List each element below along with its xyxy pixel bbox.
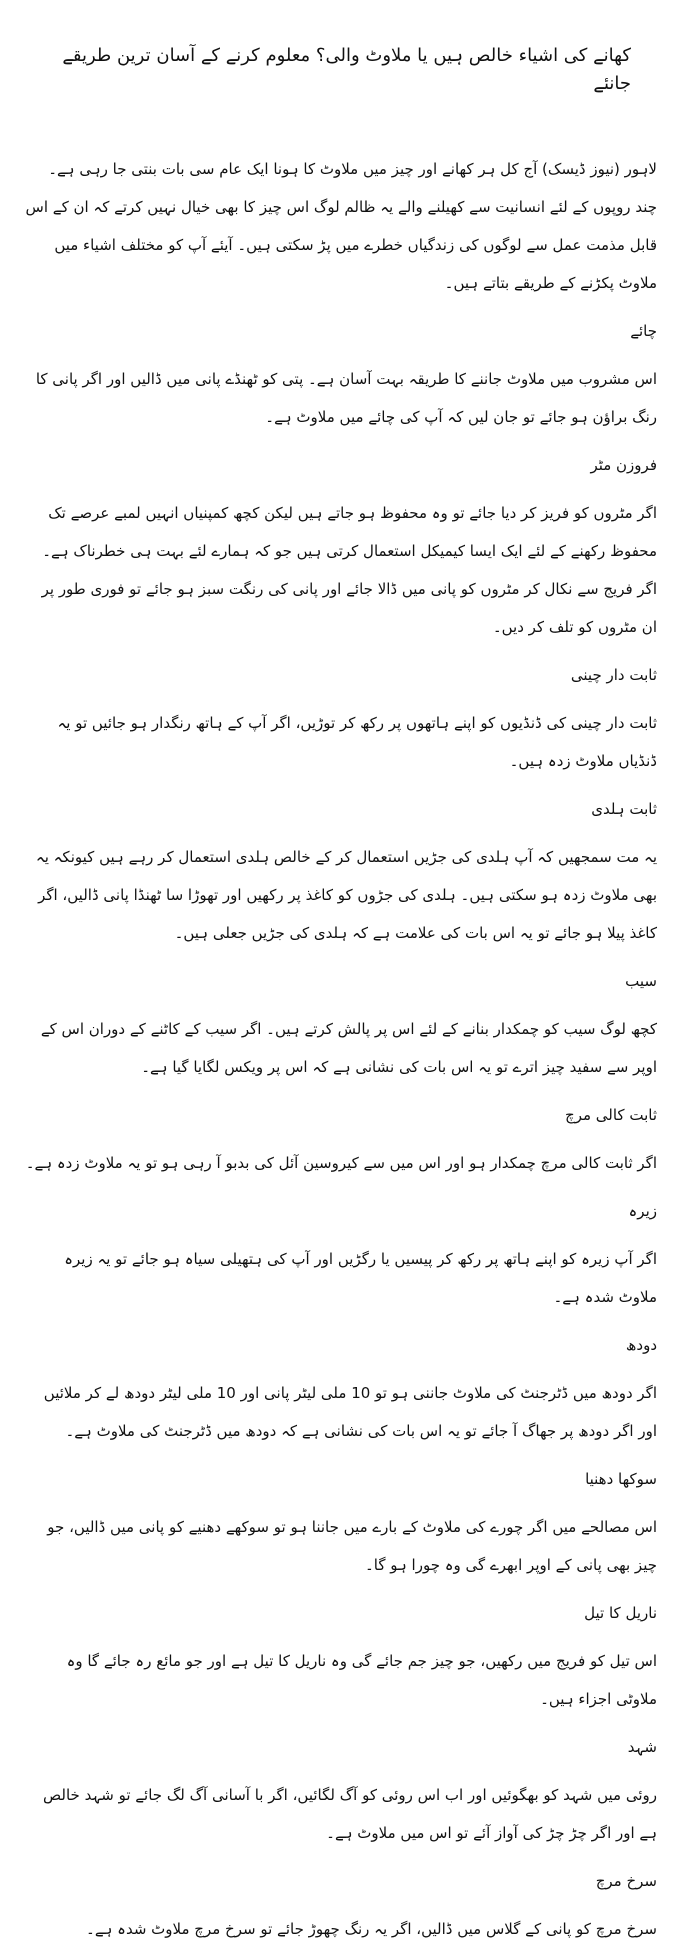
section-honey [22,1732,657,1852]
section-body: اگر آپ زیرہ کو اپنے ہاتھ پر رکھ کر پیسیں یا رگڑیں اور آپ کی ہتھیلی سیاہ ہو جائے تو یہ زیرہ ملاوٹ شدہ ہے۔ [64,1250,657,1306]
intro-paragraph: لاہور (نیوز ڈیسک) آج کل ہر کھانے اور چیز میں ملاوٹ کا ہونا ایک عام سی بات بنتی جا رہی ہے۔ چند روپوں کے لئے انسانیت سے کھیلنے والے یہ ظالم لوگ اس چیز کا بھی خیال نہیں کرتے کہ ان کے اس قابل مذمت عمل سے لوگوں کی زندگیاں خطرے میں پڑ سکتی ہیں۔ آیئے آپ کو مختلف اشیاء میں ملاوٹ پکڑنے کے طریقے بتاتے ہیں۔ [25,160,657,292]
section-cumin [22,1196,657,1316]
section-coriander [22,1464,657,1584]
section-tea [22,316,657,436]
section-milk [22,1330,657,1450]
section-heading: زیرہ [628,1202,657,1220]
section-heading: چائے [630,322,657,340]
section-heading: ثابت ہلدی [591,800,657,818]
section-body: روئی میں شہد کو بھگوئیں اور اب اس روئی کو آگ لگائیں، اگر با آسانی آگ لگ جائے تو شہد خالص ہے اور اگر چڑ چڑ کی آواز آئے تو اس میں ملاوٹ ہے۔ [43,1786,657,1842]
section-body: کچھ لوگ سیب کو چمکدار بنانے کے لئے اس پر پالش کرتے ہیں۔ اگر سیب کے کاٹنے کے دوران اس کے اوپر سے سفید چیز اترے تو یہ اس بات کی نشانی ہے کہ اس پر ویکس لگایا گیا ہے۔ [40,1020,657,1076]
section-body: سرخ مرچ کو پانی کے گلاس میں ڈالیں، اگر یہ رنگ چھوڑ جائے تو سرخ مرچ ملاوٹ شدہ ہے۔ [86,1920,657,1938]
section-heading: شہد [627,1738,657,1756]
section-frozen-peas [22,450,657,646]
section-body: اس تیل کو فریج میں رکھیں، جو چیز جم جائے گی وہ ناریل کا تیل ہے اور جو مائع رہ جائے گا وہ ملاوٹی اجزاء ہیں۔ [66,1652,657,1708]
section-turmeric [22,794,657,952]
article-title: کھانے کی اشیاء خالص ہیں یا ملاوٹ والی؟ معلوم کرنے کے آسان ترین طریقے جانئے [62,45,631,94]
section-heading: سوکھا دھنیا [585,1470,657,1488]
section-body: یہ مت سمجھیں کہ آپ ہلدی کی جڑیں استعمال کر کے خالص ہلدی استعمال کر رہے ہیں کیونکہ یہ بھی ملاوٹ زدہ ہو سکتی ہیں۔ ہلدی کی جڑوں کو کاغذ پر رکھیں اور تھوڑا سا ٹھنڈا پانی ڈالیں، اگر کاغذ پیلا ہو جائے تو یہ اس بات کی علامت ہے کہ ہلدی کی جڑیں جعلی ہیں۔ [35,848,657,942]
section-body: اس مصالحے میں اگر چورے کی ملاوٹ کے بارے میں جاننا ہو تو سوکھے دھنیے کو پانی میں ڈالیں، جو چیز بھی پانی کے اوپر ابھرے گی وہ چورا ہو گا۔ [47,1518,657,1574]
section-apple [22,966,657,1086]
section-red-chili [22,1866,657,1948]
section-body: اگر ثابت کالی مرچ چمکدار ہو اور اس میں سے کیروسین آئل کی بدبو آ رہی ہو تو یہ ملاوٹ زدہ ہے۔ [25,1154,657,1172]
section-coconut-oil [22,1598,657,1718]
section-heading: فروزن مٹر [590,456,657,474]
section-body: اگر مٹروں کو فریز کر دیا جائے تو وہ محفوظ ہو جاتے ہیں لیکن کچھ کمپنیاں انہیں لمبے عرصے تک محفوظ رکھنے کے لئے ایک ایسا کیمیکل استعمال کرتی ہیں جو کہ ہمارے لئے بہت ہی خطرناک ہے۔ اگر فریج سے نکال کر مٹروں کو پانی میں ڈالا جائے اور پانی کی رنگت سبز ہو جائے تو فوری طور پر ان مٹروں کو تلف کر دیں۔ [41,504,657,636]
section-heading: سیب [625,972,657,990]
section-heading: ناریل کا تیل [584,1604,657,1622]
section-heading: ثابت دار چینی [570,666,657,684]
section-heading: ثابت کالی مرچ [565,1106,657,1124]
section-black-pepper [22,1100,657,1182]
section-heading: سرخ مرچ [595,1872,657,1890]
section-body: اس مشروب میں ملاوٹ جاننے کا طریقہ بہت آسان ہے۔ پتی کو ٹھنڈے پانی میں ڈالیں اور اگر پانی کا رنگ براؤن ہو جائے تو جان لیں کہ آپ کی چائے میں ملاوٹ ہے۔ [35,370,657,426]
section-body: اگر دودھ میں ڈٹرجنٹ کی ملاوٹ جاننی ہو تو 10 ملی لیٹر پانی اور 10 ملی لیٹر دودھ لے کر ملائیں اور اگر دودھ پر جھاگ آ جائے تو یہ اس بات کی نشانی ہے کہ دودھ میں ڈٹرجنٹ کی ملاوٹ ہے۔ [43,1384,657,1440]
section-body: ثابت دار چینی کی ڈنڈیوں کو اپنے ہاتھوں پر رکھ کر توڑیں، اگر آپ کے ہاتھ رنگدار ہو جائیں تو یہ ڈنڈیاں ملاوٹ زدہ ہیں۔ [57,714,657,770]
section-heading: دودھ [625,1336,657,1354]
section-cinnamon [22,660,657,780]
